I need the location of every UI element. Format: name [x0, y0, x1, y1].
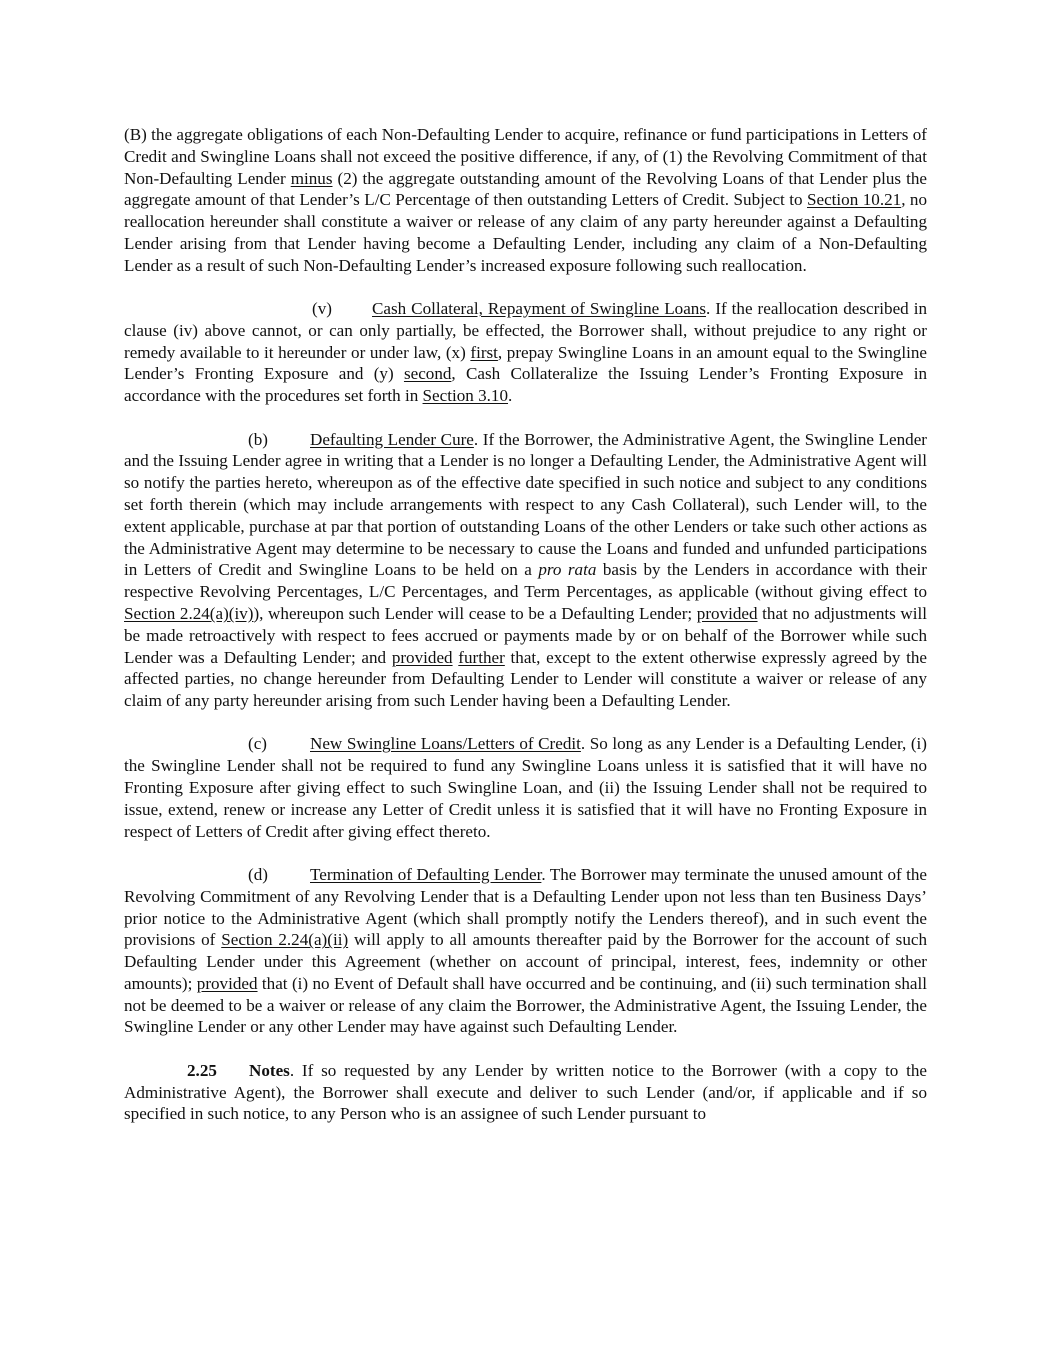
section-heading: Notes [249, 1060, 290, 1080]
text: . If the Borrower, the Administrative Agent, the Swingline Lender and the Issuing Lender agree in writing that a Lender is no longer a Defaulting Lender, the Administrative Agent will so notify the parties hereto, whereupon as of the effective date specified in such notice and subject to any conditions set forth therein (which may include arrangements with respect to any Cash Collateral), such Lender will, to the extent applicable, purchase at par that portion of outstanding Loans of the other Lenders or take such other actions as the Administrative Agent may determine to be necessary to cause the Loans and funded and unfunded participations in Letters of Credit and Swingline Loans to be held on a [124, 429, 928, 580]
paragraph-reallocation-limit [124, 124, 927, 277]
text: will apply to all amounts thereafter paid by the Borrower for the account of such Defaulting Lender under this Agreement (whether on account of principal, interest, fees, indemnity or other amounts); [124, 930, 927, 993]
clause-heading: Defaulting Lender Cure [310, 429, 474, 449]
term-first: first [470, 342, 498, 362]
paragraph-termination [124, 864, 927, 1038]
clause-heading: Cash Collateral, Repayment of Swingline Loans [372, 299, 707, 319]
text: (B) the aggregate obligations of each Non-Defaulting Lender to acquire, refinance or fund participations in Letters of Credit and Swingline Loans shall not exceed the positive difference, if any, of (1) the Revolving Commitment of that Non-Defaulting Lender [124, 125, 927, 188]
text: that (i) no Event of Default shall have occurred and be continuing, and (ii) such termination shall not be deemed to be a waiver or release of any claim the Borrower, the Administrative Agent, the Issuing Lender, the Swingline Lender or any other Lender may have against such Defaulting Lender. [124, 973, 927, 1037]
clause-label: (b) [248, 429, 268, 449]
paragraph-cash-collateral [124, 298, 927, 407]
text: . So long as any Lender is a Defaulting Lender, (i) the Swingline Lender shall not be required to fund any Swingline Loans unless it is satisfied that it will have no Fronting Exposure after giving effect to such Swingline Loan, and (ii) the Issuing Lender shall not be required to issue, extend, renew or increase any Letter of Credit unless it is satisfied that it will have no Fronting Exposure in respect of Letters of Credit after giving effect thereto. [124, 734, 927, 841]
document-page [124, 124, 927, 1147]
paragraph-notes [124, 1060, 927, 1125]
paragraph-new-swingline-loans [124, 733, 927, 842]
text: ), whereupon such Lender will cease to be a Defaulting Lender; [253, 603, 697, 623]
term-pro-rata: pro rata [538, 560, 597, 580]
clause-label: (c) [248, 734, 267, 754]
term-provided: provided [391, 647, 453, 667]
text: , no reallocation hereunder shall constitute a waiver or release of any claim of any party hereunder against a Defaulting Lender arising from that Lender having become a Defaulting Lender, including any claim of a Non-Defaulting Lender as a result of such Non-Defaulting Lender’s increased exposure following such reallocation. [124, 190, 928, 275]
clause-heading: New Swingline Loans/Letters of Credit [310, 734, 581, 754]
text: that no adjustments will be made retroactively with respect to fees accrued or payments made by or on behalf of the Borrower while such Lender was a Defaulting Lender; and [124, 603, 928, 667]
term-second: second [403, 364, 452, 384]
paragraph-defaulting-lender-cure [124, 429, 927, 712]
section-number: 2.25 [187, 1060, 217, 1080]
clause-label: (v) [312, 299, 332, 319]
section-reference: Section 2.24(a)(iv) [124, 603, 254, 623]
section-reference: Section 10.21 [807, 190, 902, 210]
text: (2) the aggregate outstanding amount of the Revolving Loans of that Lender plus the aggregate amount of that Lender’s L/C Percentage of then outstanding Letters of Credit. Subject to [124, 168, 927, 210]
text: . If the reallocation described in clause (iv) above cannot, or can only partially, be effected, the Borrower shall, without prejudice to any right or remedy available to it hereunder or under law, (x) [124, 299, 927, 362]
text: . [508, 386, 513, 406]
text: , prepay Swingline Loans in an amount equal to the Swingline Lender’s Fronting Exposure and (y) [124, 342, 927, 384]
term-further: further [458, 647, 505, 667]
text: . If so requested by any Lender by written notice to the Borrower (with a copy to the Administrative Agent), the Borrower shall execute and deliver to such Lender (and/or, if applicable and if so specified in such notice, to any Person who is an assignee of such Lender pursuant to [124, 1060, 927, 1124]
section-reference: Section 2.24(a)(ii) [221, 930, 349, 950]
text: , Cash Collateralize the Issuing Lender’s Fronting Exposure in accordance with the procedures set forth in [124, 364, 927, 406]
text: basis by the Lenders in accordance with their respective Revolving Percentages, L/C Percentages, and Term Percentages, as applicable (without giving effect to [124, 560, 927, 602]
text: that, except to the extent otherwise expressly agreed by the affected parties, no change hereunder from Defaulting Lender to Lender will constitute a waiver or release of any claim of any party hereunder arising from such Lender having been a Defaulting Lender. [124, 647, 927, 711]
clause-label: (d) [248, 864, 268, 884]
term-minus: minus [290, 168, 333, 188]
term-provided: provided [696, 603, 758, 623]
term-provided: provided [196, 973, 258, 993]
section-reference: Section 3.10 [422, 386, 509, 406]
clause-heading: Termination of Defaulting Lender [310, 864, 542, 884]
text: . The Borrower may terminate the unused amount of the Revolving Commitment of any Revolving Lender that is a Defaulting Lender upon not less than ten Business Days’ prior notice to the Administrative Agent (which shall promptly notify the Lenders thereof), and in such event the provisions of [124, 864, 927, 950]
